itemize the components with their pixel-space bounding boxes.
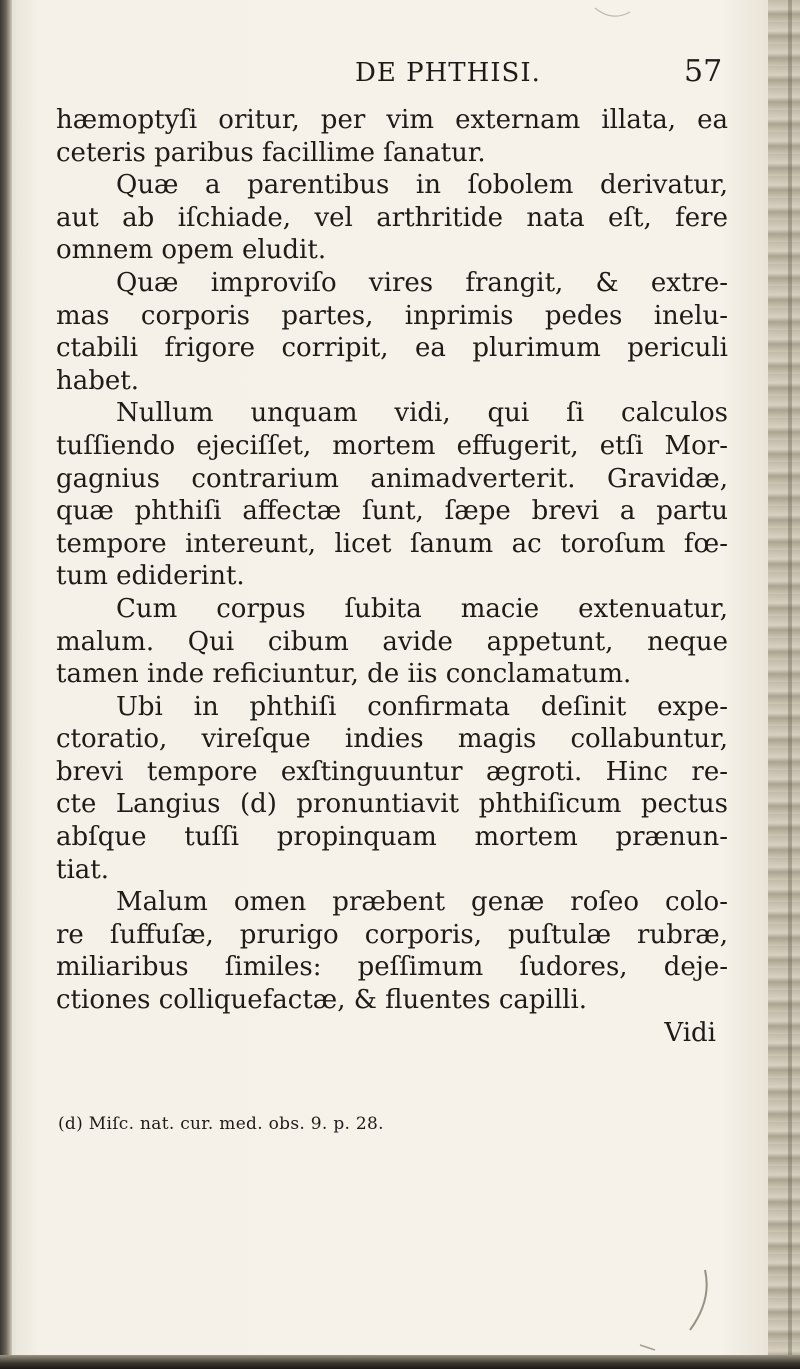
text-line: tiat. [56,854,109,885]
text-line: tum ediderint. [56,561,245,592]
footnote: (d) Miſc. nat. cur. med. obs. 9. p. 28. [58,1114,384,1134]
text-line: abſque tuſſi propinquam mortem prænun- [56,822,728,853]
text-line: brevi tempore exſtinguuntur ægroti. Hinc re- [56,756,728,787]
text-line: gagnius contrarium animadverterit. Gravidæ, [56,463,728,494]
text-line: aut ab iſchiade, vel arthritide nata eſt, fere [56,202,728,233]
text-line: ctabili frigore corripit, ea plurimum periculi [56,333,728,364]
text-line: Ubi in phthiſi confirmata deſinit expe- [116,691,728,722]
text-line: tempore intereunt, licet ſanum ac toroſum fœ- [56,528,728,559]
text-line: tuſſiendo ejeciſſet, mortem effugerit, etſi Mor- [56,430,728,461]
catchword: Vidi [664,1017,716,1048]
text-line: Malum omen præbent genæ roſeo colo- [116,887,728,918]
text-line: omnem opem eludit. [56,235,327,266]
page-number: 57 [684,54,723,89]
text-line: Quæ improviſo vires frangit, & extre- [116,267,728,298]
text-line: re ſuffuſæ, prurigo corporis, puſtulæ rubræ, [56,919,728,950]
text-line: miliaribus ſimiles: peſſimum ſudores, deje- [56,952,728,983]
text-line: ceteris paribus facillime ſanatur. [56,137,486,168]
text-line: ctiones colliquefactæ, & fluentes capilli. [56,985,588,1016]
text-line: mas corporis partes, inprimis pedes inelu- [56,300,728,331]
text-line: cte Langius (d) pronuntiavit phthiſicum pectus [56,789,728,820]
text-line: Quæ a parentibus in ſobolem derivatur, [116,170,728,201]
text-line: Cum corpus ſubita macie extenuatur, [116,593,728,624]
text-line: Nullum unquam vidi, qui ſi calculos [116,398,728,429]
text-line: ctoratio, vireſque indies magis collabuntur, [56,724,728,755]
page-bottom-shadow [0,1355,800,1369]
text-line: hæmoptyſi oritur, per vim externam illata, ea [56,105,728,135]
running-title: DE PHTHISI. [355,58,541,88]
text-line: habet. [56,365,139,396]
text-line: malum. Qui cibum avide appetunt, neque [56,626,728,657]
text-line: quæ phthiſi affectæ ſunt, ſæpe brevi a partu [56,496,728,527]
text-line: tamen inde reficiuntur, de iis conclamatum. [56,659,632,690]
